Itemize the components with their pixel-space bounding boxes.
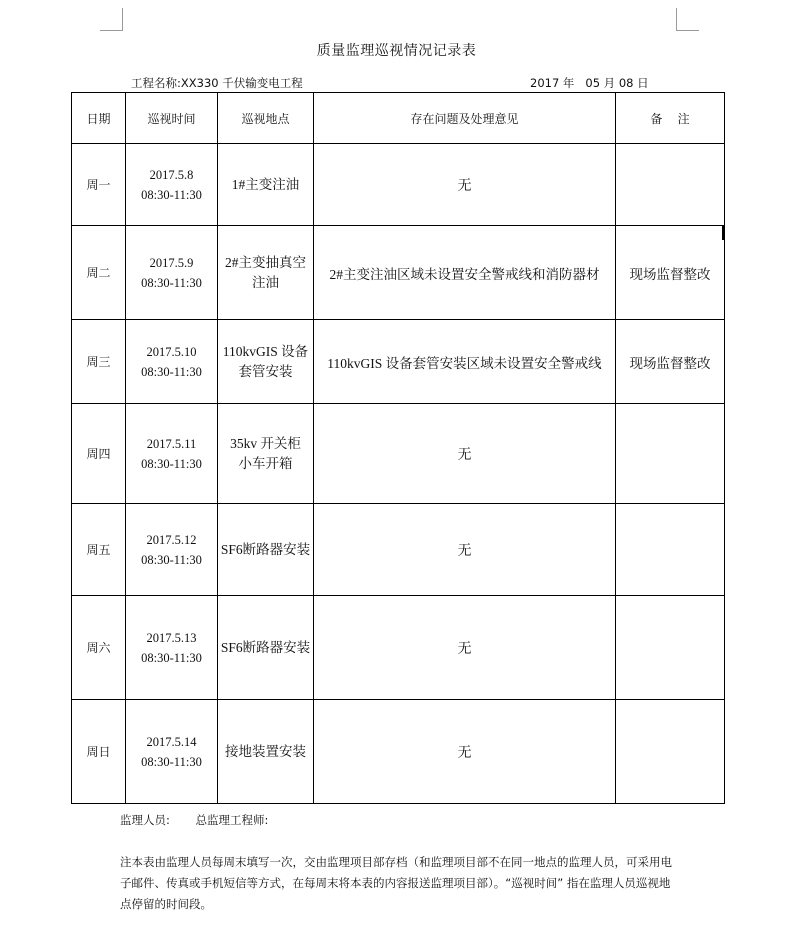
row-location: 35kv 开关柜小车开箱: [218, 404, 314, 504]
row-remark: 现场监督整改: [616, 226, 725, 320]
row-day: 周四: [72, 404, 126, 504]
row-location: 1#主变注油: [218, 144, 314, 226]
row-time: 2017.5.14 08:30-11:30: [126, 700, 218, 804]
text-cursor: [722, 226, 724, 240]
row-time: 2017.5.13 08:30-11:30: [126, 596, 218, 700]
row-time: 2017.5.12 08:30-11:30: [126, 504, 218, 596]
row-issue: 110kvGIS 设备套管安装区域未设置安全警戒线: [314, 320, 616, 404]
row-remark: 现场监督整改: [616, 320, 725, 404]
row-location: 接地装置安装: [218, 700, 314, 804]
row-day: 周五: [72, 504, 126, 596]
project-name: 工程名称:XX330 千伏输变电工程: [131, 76, 303, 90]
header-issues: 存在问题及处理意见: [314, 93, 616, 144]
row-remark: [616, 504, 725, 596]
table-row: [72, 226, 725, 320]
record-date: 2017 年 05 月 08 日: [530, 76, 649, 90]
row-location: 2#主变抽真空注油: [218, 226, 314, 320]
table-row: [72, 404, 725, 504]
row-issue: 无: [314, 404, 616, 504]
page-corner-mark-left: [100, 8, 123, 31]
header-time: 巡视时间: [126, 93, 218, 144]
table-header-row: [72, 93, 725, 144]
row-location: SF6断路器安装: [218, 504, 314, 596]
row-day: 周日: [72, 700, 126, 804]
document-title: 质量监理巡视情况记录表: [316, 43, 477, 59]
row-day: 周二: [72, 226, 126, 320]
table-row: [72, 700, 725, 804]
row-time: 2017.5.9 08:30-11:30: [126, 226, 218, 320]
row-location: 110kvGIS 设备套管安装: [218, 320, 314, 404]
row-time: 2017.5.11 08:30-11:30: [126, 404, 218, 504]
row-remark: [616, 144, 725, 226]
row-issue: 无: [314, 144, 616, 226]
row-day: 周六: [72, 596, 126, 700]
signature-line: 监理人员: 总监理工程师:: [120, 813, 269, 827]
inspection-table: [71, 92, 725, 804]
row-issue: 2#主变注油区域未设置安全警戒线和消防器材: [314, 226, 616, 320]
row-day: 周三: [72, 320, 126, 404]
header-date: 日期: [72, 93, 126, 144]
footnote-text: 注本表由监理人员每周末填写一次，交由监理项目部存档（和监理项目部不在同一地点的监理人员，可采用电子邮件、传真或手机短信等方式，在每周末将本表的内容报送监理项目部）。“巡视时间” 指在监理人员巡视地点停留的时间段。: [120, 855, 672, 911]
row-time: 2017.5.8 08:30-11:30: [126, 144, 218, 226]
table-row: [72, 504, 725, 596]
table-row: [72, 144, 725, 226]
row-issue: 无: [314, 504, 616, 596]
row-location: SF6断路器安装: [218, 596, 314, 700]
row-issue: 无: [314, 700, 616, 804]
row-day: 周一: [72, 144, 126, 226]
row-remark: [616, 700, 725, 804]
table-row: [72, 596, 725, 700]
row-time: 2017.5.10 08:30-11:30: [126, 320, 218, 404]
header-location: 巡视地点: [218, 93, 314, 144]
table-row: [72, 320, 725, 404]
row-remark: [616, 404, 725, 504]
page-corner-mark-right: [676, 8, 699, 31]
header-remarks: 备 注: [616, 93, 725, 144]
row-remark: [616, 596, 725, 700]
row-issue: 无: [314, 596, 616, 700]
